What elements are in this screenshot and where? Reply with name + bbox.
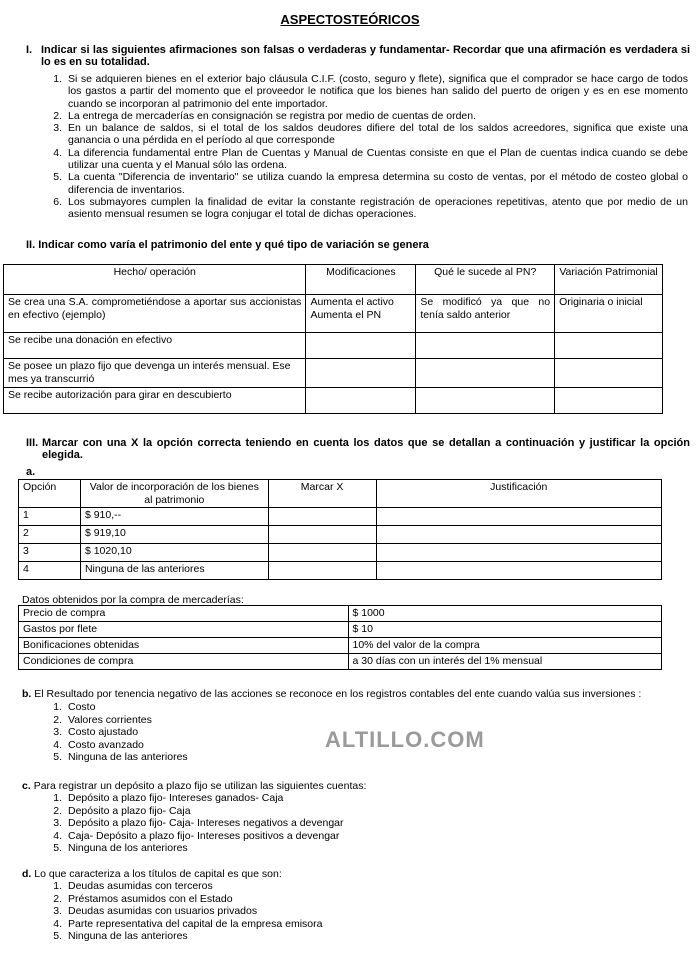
table-cell <box>306 359 416 388</box>
table-cell: Gastos por flete <box>19 622 349 638</box>
table-cell: 10% del valor de la compra <box>348 638 662 654</box>
option-number: 1. <box>53 880 62 892</box>
table-row <box>4 295 663 333</box>
option-text: Parte representativa del capital de la empresa emisora <box>68 917 323 930</box>
statement-text: Si se adquieren bienes en el exterior bajo cláusula C.I.F. (costo, seguro y flete), significa que el comprador se hace cargo de todos los gastos a partir del momento que el proveedor le notifica que los bienes han salido del puerto de origen y es en ese momento cuando se incorporan al patrimonio del ente importador. <box>68 73 688 110</box>
table-cell <box>376 508 662 526</box>
option-text: Préstamos asumidos con el Estado <box>68 892 233 905</box>
table-row <box>4 388 663 414</box>
table-cell: Originaria o inicial <box>555 295 663 333</box>
option-number: 1. <box>53 701 62 713</box>
question-d-letter: d. <box>22 868 32 880</box>
statement-item <box>48 122 688 147</box>
question-b-text: El Resultado por tenencia negativo de las acciones se reconoce en los registros contables del ente cuando valúa sus inversiones : <box>34 688 642 700</box>
table-cell: 1 <box>19 508 81 526</box>
question-d-text: Lo que caracteriza a los títulos de capital es que son: <box>34 868 282 880</box>
section-3-number: III. <box>26 437 39 449</box>
table-cell: Precio de compra <box>19 606 349 622</box>
option-item <box>48 880 322 893</box>
watermark: ALTILLO.COM <box>325 727 485 752</box>
options-table-a <box>18 479 662 580</box>
statement-item <box>48 171 688 196</box>
option-item <box>48 805 344 818</box>
option-text: Ninguna de las anteriores <box>68 930 188 943</box>
table-cell <box>306 333 416 359</box>
table-header-cell: Modificaciones <box>306 265 416 295</box>
purchase-data-table <box>18 605 662 670</box>
table-cell: Se posee un plazo fijo que devenga un interés mensual. Ese mes ya transcurrió <box>4 359 306 388</box>
table-cell <box>268 544 376 562</box>
statement-item <box>48 110 688 122</box>
option-number: 2. <box>53 892 62 905</box>
option-item <box>48 817 344 830</box>
table-cell <box>268 562 376 580</box>
option-item <box>48 792 344 805</box>
section-2-heading: II. Indicar como varía el patrimonio del ente y qué tipo de variación se genera <box>26 239 429 251</box>
section-1-list <box>48 73 688 221</box>
option-number: 5. <box>53 930 62 943</box>
option-text: Costo ajustado <box>68 726 139 739</box>
variation-table <box>3 264 663 414</box>
option-text: Costo avanzado <box>68 738 144 751</box>
question-d-options <box>48 880 322 943</box>
table-cell: 4 <box>19 562 81 580</box>
table-header-cell: Marcar X <box>268 480 376 508</box>
table-cell <box>376 562 662 580</box>
table-cell <box>416 388 555 414</box>
table-cell: Se crea una S.A. comprometiéndose a aportar sus accionistas en efectivo (ejemplo) <box>4 295 306 333</box>
option-number: 4. <box>53 829 62 842</box>
option-text: Costo <box>68 701 96 713</box>
table-cell <box>555 359 663 388</box>
statement-text: La diferencia fundamental entre Plan de Cuentas y Manual de Cuentas consiste en que el Plan de cuentas indica cuando se debe utilizar una cuenta y el Manual sólo las ordena. <box>68 146 688 172</box>
section-1-heading <box>26 44 690 68</box>
table-cell: 2 <box>19 526 81 544</box>
table-cell: Se recibe una donación en efectivo <box>4 333 306 359</box>
option-text: Depósito a plazo fijo- Intereses ganados- Caja <box>68 792 284 804</box>
table-row <box>19 638 662 654</box>
table-row <box>19 544 662 562</box>
question-d <box>22 868 692 880</box>
subsection-a-label: a. <box>26 466 36 478</box>
page-title: ASPECTOSTEÓRICOS <box>280 12 420 27</box>
statement-number: 5. <box>53 171 62 184</box>
option-item <box>48 842 344 855</box>
option-item <box>48 893 322 906</box>
table-header-cell: Opción <box>19 480 81 508</box>
table-cell <box>306 388 416 414</box>
option-number: 5. <box>53 751 62 764</box>
table-cell: Se modificó ya que no tenía saldo anterior <box>416 295 555 333</box>
table-cell <box>268 526 376 544</box>
option-item <box>48 751 188 764</box>
table-header-cell: Valor de incorporación de los bienes al patrimonio <box>80 480 268 508</box>
question-b <box>22 688 692 700</box>
table-cell: $ 10 <box>348 622 662 638</box>
option-number: 3. <box>53 905 62 918</box>
question-c <box>22 780 692 792</box>
table-cell: $ 1020,10 <box>80 544 268 562</box>
option-item <box>48 918 322 931</box>
option-text: Depósito a plazo fijo- Caja <box>68 804 191 817</box>
option-item <box>48 701 188 714</box>
section-3-heading-text: Marcar con una X la opción correcta teniendo en cuenta los datos que se detallan a continuación y justificar la opción elegida. <box>42 437 690 461</box>
table-cell <box>268 508 376 526</box>
table-row <box>4 359 663 388</box>
statement-number: 2. <box>53 109 62 122</box>
option-number: 4. <box>53 917 62 930</box>
option-number: 1. <box>53 792 62 804</box>
table-cell <box>376 526 662 544</box>
table-header-cell: Variación Patrimonial <box>555 265 663 295</box>
option-text: Deudas asumidas con usuarios privados <box>68 905 258 918</box>
table-cell: a 30 días con un interés del 1% mensual <box>348 654 662 670</box>
statement-number: 6. <box>53 195 62 208</box>
statement-item <box>48 196 688 221</box>
option-text: Ninguna de los anteriores <box>68 842 188 855</box>
option-item <box>48 830 344 843</box>
question-b-options <box>48 701 188 764</box>
option-text: Caja- Depósito a plazo fijo- Intereses positivos a devengar <box>68 829 340 842</box>
table-row <box>19 526 662 544</box>
option-item <box>48 714 188 727</box>
statement-text: La cuenta "Diferencia de inventario" se utiliza cuando la empresa determina su costo de ventas, por el método de costeo global o diferencia de inventarios. <box>68 171 688 196</box>
table-cell: $ 910,-- <box>80 508 268 526</box>
statement-number: 1. <box>53 73 62 85</box>
question-b-letter: b. <box>22 688 32 700</box>
option-item <box>48 739 188 752</box>
option-text: Depósito a plazo fijo- Caja- Intereses negativos a devengar <box>68 817 344 830</box>
table-cell: $ 919,10 <box>80 526 268 544</box>
table-row <box>4 333 663 359</box>
option-text: Deudas asumidas con terceros <box>68 880 213 892</box>
option-item <box>48 726 188 739</box>
option-number: 5. <box>53 842 62 855</box>
statement-number: 4. <box>53 146 62 159</box>
statement-text: Los submayores cumplen la finalidad de evitar la constante registración de operaciones repetitivas, atento que por medio de un asiento mensual resumen se logra conjugar el total de dichas operaciones. <box>68 195 688 221</box>
statement-number: 3. <box>53 122 62 135</box>
section-3-heading <box>26 437 690 461</box>
table-header-cell: Hecho/ operación <box>4 265 306 295</box>
table-row <box>19 562 662 580</box>
table-cell: Ninguna de las anteriores <box>80 562 268 580</box>
table-cell <box>416 333 555 359</box>
statement-item <box>48 73 688 110</box>
purchase-data-title: Datos obtenidos por la compra de mercaderías: <box>22 594 244 606</box>
option-item <box>48 905 322 918</box>
question-c-letter: c. <box>22 780 31 792</box>
table-cell: $ 1000 <box>348 606 662 622</box>
table-header-cell: Justificación <box>376 480 662 508</box>
option-number: 3. <box>53 726 62 739</box>
table-cell <box>376 544 662 562</box>
option-number: 2. <box>53 713 62 726</box>
table-row <box>19 622 662 638</box>
option-number: 4. <box>53 738 62 751</box>
question-c-text: Para registrar un depósito a plazo fijo se utilizan las siguientes cuentas: <box>33 780 367 792</box>
statement-text: En un balance de saldos, si el total de los saldos deudores difiere del total de los saldos acreedores, significa que existe una ganancia o una pérdida en el período al que corresponde <box>68 122 688 147</box>
section-1-heading-text: Indicar si las siguientes afirmaciones son falsas o verdaderas y fundamentar- Recordar que una afirmación es verdadera si lo es en su totalidad. <box>41 44 690 68</box>
table-header-cell: Qué le sucede al PN? <box>416 265 555 295</box>
section-1-number: I. <box>26 44 33 56</box>
table-row <box>19 508 662 526</box>
question-c-options <box>48 792 344 855</box>
table-row <box>19 654 662 670</box>
table-cell: Se recibe autorización para girar en descubierto <box>4 388 306 414</box>
table-cell: 3 <box>19 544 81 562</box>
table-cell <box>555 388 663 414</box>
statement-item <box>48 147 688 172</box>
option-number: 2. <box>53 804 62 817</box>
table-cell: Aumenta el activo Aumenta el PN <box>306 295 416 333</box>
option-item <box>48 930 322 943</box>
table-cell <box>555 333 663 359</box>
option-text: Ninguna de las anteriores <box>68 751 188 764</box>
option-number: 3. <box>53 817 62 830</box>
statement-text: La entrega de mercaderías en consignación se registra por medio de cuentas de orden. <box>68 109 477 122</box>
table-cell: Bonificaciones obtenidas <box>19 638 349 654</box>
table-cell: Condiciones de compra <box>19 654 349 670</box>
table-cell <box>416 359 555 388</box>
option-text: Valores corrientes <box>68 713 152 726</box>
table-row <box>19 606 662 622</box>
